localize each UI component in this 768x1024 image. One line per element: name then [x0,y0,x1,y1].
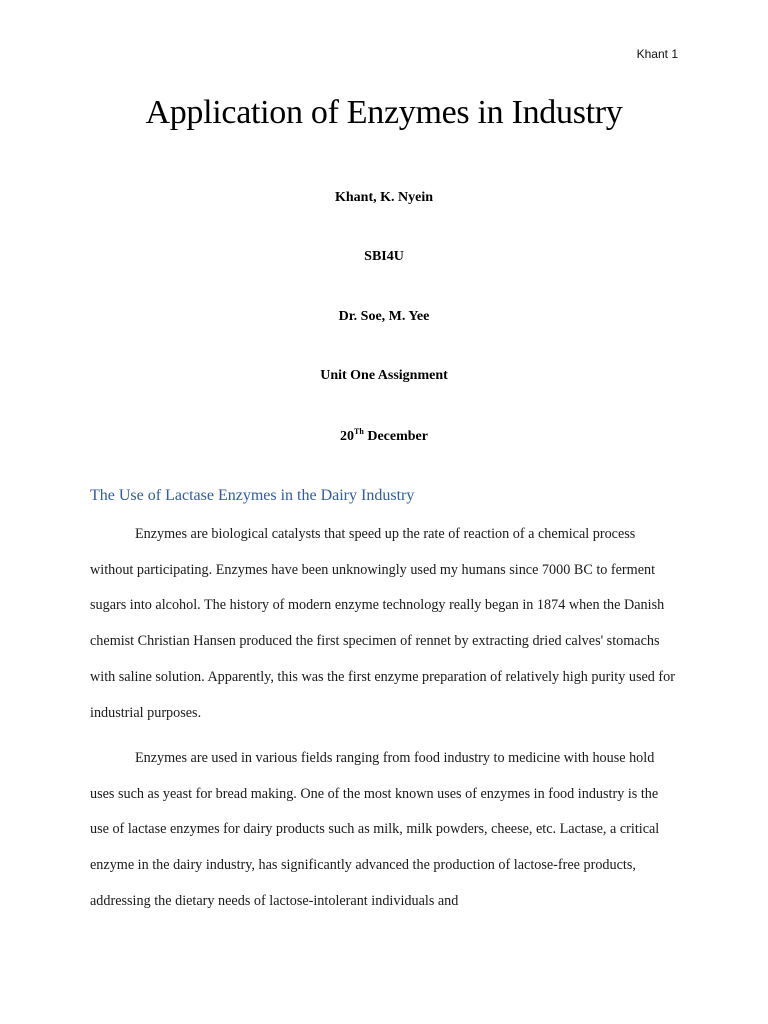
author-name: Khant, K. Nyein [334,190,433,205]
running-header: Khant 1 [636,47,678,61]
paragraph-text: Enzymes are used in various fields ranging from food industry to medicine with house hold uses such as yeast for bread making. One of the most known uses of enzymes in food industry is the use of lactase enzymes for dairy products such as milk, milk powders, cheese, etc. Lactase, a critical enzyme in the dairy industry, has significantly advanced the production of lactose-free products, addressing the dietary needs of lactose-intolerant individuals and [90,750,660,909]
paragraph-text: Enzymes are biological catalysts that speed up the rate of reaction of a chemical process without participating. Enzymes have been unknowingly used my humans since 7000 BC to ferment sugars into alcohol. The history of modern enzyme technology really began in 1874 when the Danish chemist Christian Hansen produced the first specimen of rennet by extracting dried calves' stomachs with saline solution. Apparently, this was the first enzyme preparation of relatively high purity used for industrial purposes. [90,526,675,721]
submission-date [0,427,768,445]
assignment-name: Unit One Assignment [320,368,448,383]
course-code: SBI4U [364,249,404,264]
instructor-name: Dr. Soe, M. Yee [338,309,430,324]
body-paragraph-1 [90,517,680,731]
section-heading: The Use of Lactase Enzymes in the Dairy Industry [90,487,415,504]
document-title: Application of Enzymes in Industry [145,94,623,131]
date-number: 20 [340,429,355,444]
date-month: December [367,429,428,444]
body-paragraph-2 [90,741,680,920]
date-suffix: Th [354,427,364,436]
